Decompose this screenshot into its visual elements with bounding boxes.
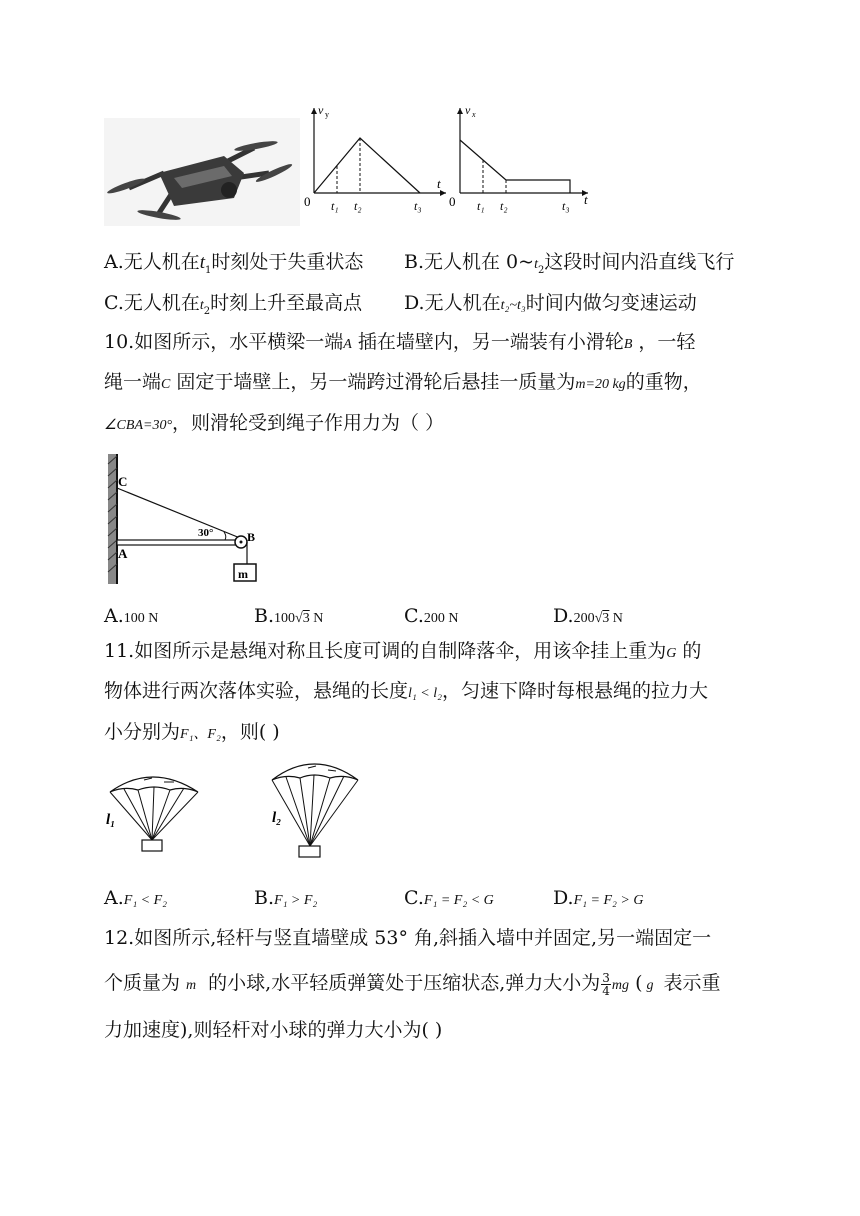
vy-origin: 0 (304, 194, 311, 209)
vy-axis-sub: y (325, 110, 329, 119)
drone-photo (104, 118, 300, 226)
vy-tick-t2: t₂ (354, 199, 362, 213)
vx-t-label: t (584, 192, 588, 207)
vx-tick-t3: t₃ (562, 199, 570, 213)
fraction-3-4: $\frac{3}{4}$ (602, 970, 610, 998)
q10-option-a: A.100 N (104, 605, 159, 627)
q12-stem-line2: 个质量为 m 的小球,水平轻质弹簧处于压缩状态,弹力大小为 $\frac{3}{4}$ mg ( g 表示重 (104, 970, 721, 998)
graph-vx (448, 100, 598, 218)
vx-tick-t2: t₂ (500, 199, 508, 213)
q12-stem-line1: 12.如图所示,轻杆与竖直墙壁成 53° 角,斜插入墙中并固定,另一端固定一 (104, 927, 712, 949)
q10-option-d: D.200√3 N (553, 605, 623, 627)
point-b-label: B (247, 530, 256, 544)
q9-option-d: D.无人机在t₂~t₃时间内做匀变速运动 (404, 292, 697, 314)
vy-t-label: t (437, 176, 441, 191)
vy-tick-t3: t₃ (414, 199, 422, 213)
parachute-2 (264, 758, 364, 860)
q9-option-b: B.无人机在 $0\sim t_2$这段时间内沿直线飞行 (404, 251, 735, 276)
vx-axis-label: v (465, 103, 471, 117)
q11-option-a: A.F₁ < F₂ (104, 887, 168, 909)
q10-stem-line1: 10.如图所示，水平横梁一端A 插在墙壁内，另一端装有小滑轮B ，一轻 (104, 331, 696, 353)
angle-label: 30° (198, 527, 214, 539)
q9-option-a: A.无人机在$t_1$时刻处于失重状态 (104, 251, 364, 276)
q11-option-b: B.F₁ > F₂ (254, 887, 318, 909)
vx-axis-sub: x (472, 110, 476, 119)
q12-stem-line3: 力加速度),则轻杆对小球的弹力大小为( ) (104, 1019, 443, 1041)
label-l2: l₂ (272, 810, 282, 826)
graph-vy (300, 100, 450, 218)
q11-stem-line1: 11.如图所示是悬绳对称且长度可调的自制降落伞，用该伞挂上重为G 的 (104, 640, 702, 662)
q10-stem-line3: ∠CBA=30°，则滑轮受到绳子作用力为（ ） (104, 412, 445, 434)
q10-stem-line2: 绳一端C 固定于墙壁上，另一端跨过滑轮后悬挂一质量为m=20 kg的重物， (104, 371, 702, 393)
vy-tick-t1: t₁ (331, 199, 339, 213)
label-l1: l₁ (106, 812, 116, 828)
point-a-label: A (118, 546, 128, 561)
q10-option-c: C.200 N (404, 605, 459, 627)
mass-label: m (238, 567, 248, 581)
q11-option-c: C.F₁ = F₂ < G (404, 887, 494, 909)
point-c-label: C (118, 474, 128, 489)
q11-stem-line2: 物体进行两次落体实验，悬绳的长度l₁ < l₂，匀速下降时每根悬绳的拉力大 (104, 680, 708, 702)
q10-option-b: B.100√3 N (254, 605, 324, 627)
q11-option-d: D.F₁ = F₂ > G (553, 887, 644, 909)
vx-tick-t1: t₁ (477, 199, 485, 213)
q9-option-c: C.无人机在$t_2$时刻上升至最高点 (104, 292, 363, 317)
parachute-1 (104, 770, 204, 860)
vx-origin: 0 (449, 194, 456, 209)
pulley-diagram (104, 448, 264, 592)
vy-axis-label: v (318, 103, 324, 117)
q11-stem-line3: 小分别为F₁、F₂，则( ) (104, 721, 280, 743)
